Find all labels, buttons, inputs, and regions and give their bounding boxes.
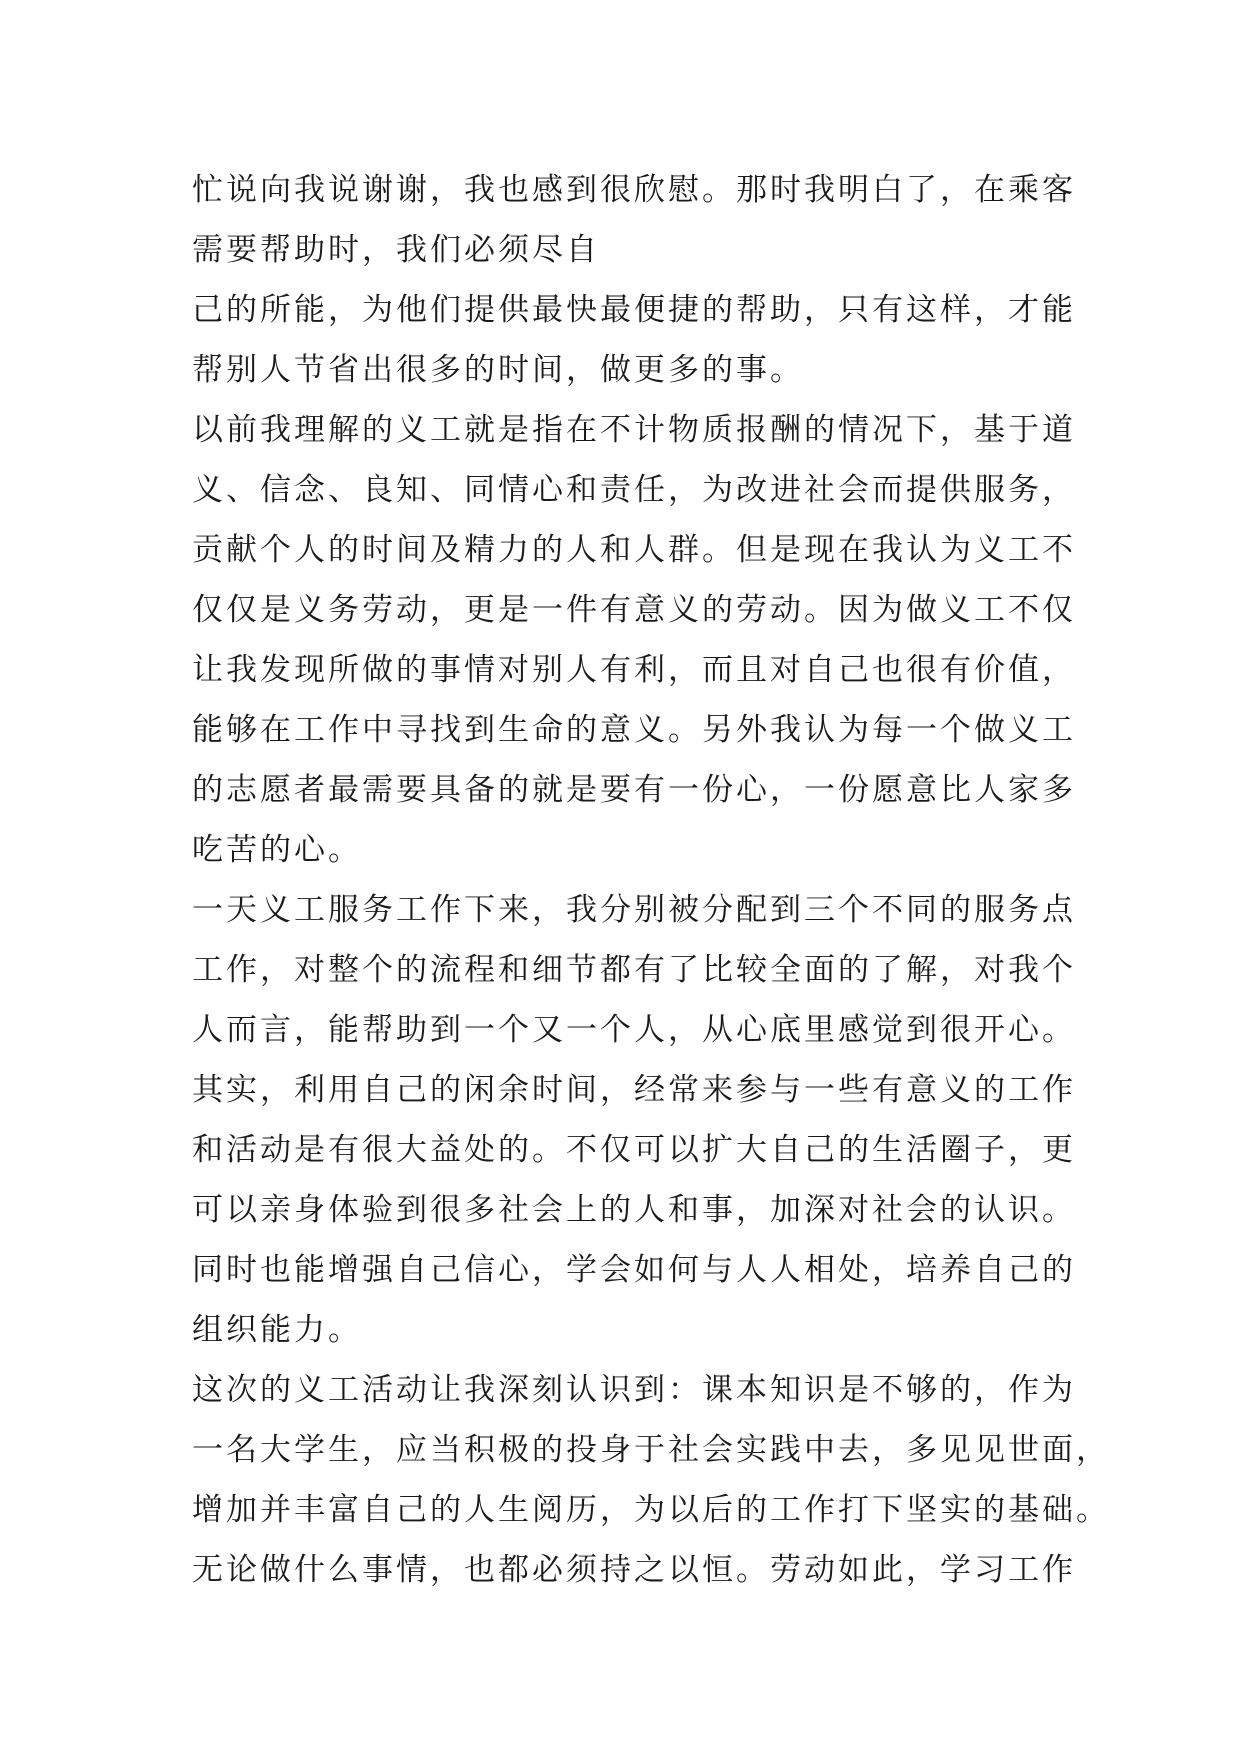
text-line: 工作，对整个的流程和细节都有了比较全面的了解，对我个 — [192, 952, 1076, 988]
text-line: 己的所能，为他们提供最快最便捷的帮助，只有这样，才能 — [192, 292, 1076, 328]
document-body — [192, 160, 1110, 1600]
text-line: 人而言，能帮助到一个又一个人，从心底里感觉到很开心。 — [192, 1012, 1076, 1048]
text-line: 同时也能增强自己信心，学会如何与人人相处，培养自己的 — [192, 1252, 1076, 1288]
text-line: 以前我理解的义工就是指在不计物质报酬的情况下，基于道 — [192, 412, 1076, 448]
text-line: 吃苦的心。 — [192, 832, 362, 868]
text-line: 贡献个人的时间及精力的人和人群。但是现在我认为义工不 — [192, 532, 1076, 568]
text-line: 其实，利用自己的闲余时间，经常来参与一些有意义的工作 — [192, 1072, 1076, 1108]
text-line: 组织能力。 — [192, 1312, 362, 1348]
text-line: 可以亲身体验到很多社会上的人和事，加深对社会的认识。 — [192, 1192, 1076, 1228]
text-line: 帮别人节省出很多的时间，做更多的事。 — [192, 352, 804, 388]
text-line: 无论做什么事情，也都必须持之以恒。劳动如此，学习工作 — [192, 1552, 1076, 1588]
text-line: 一名大学生，应当积极的投身于社会实践中去，多见见世面， — [192, 1432, 1110, 1468]
text-line: 义、信念、良知、同情心和责任，为改进社会而提供服务， — [192, 472, 1076, 508]
text-line: 需要帮助时，我们必须尽自 — [192, 232, 600, 268]
text-line: 仅仅是义务劳动，更是一件有意义的劳动。因为做义工不仅 — [192, 592, 1076, 628]
text-line: 和活动是有很大益处的。不仅可以扩大自己的生活圈子，更 — [192, 1132, 1076, 1168]
text-line: 这次的义工活动让我深刻认识到：课本知识是不够的，作为 — [192, 1372, 1076, 1408]
text-line: 能够在工作中寻找到生命的意义。另外我认为每一个做义工 — [192, 712, 1076, 748]
text-line: 的志愿者最需要具备的就是要有一份心，一份愿意比人家多 — [192, 772, 1076, 808]
text-line: 一天义工服务工作下来，我分别被分配到三个不同的服务点 — [192, 892, 1076, 928]
text-line: 忙说向我说谢谢，我也感到很欣慰。那时我明白了，在乘客 — [192, 172, 1076, 208]
text-line: 让我发现所做的事情对别人有利，而且对自己也很有价值， — [192, 652, 1076, 688]
text-line: 增加并丰富自己的人生阅历，为以后的工作打下坚实的基础。 — [192, 1492, 1110, 1528]
